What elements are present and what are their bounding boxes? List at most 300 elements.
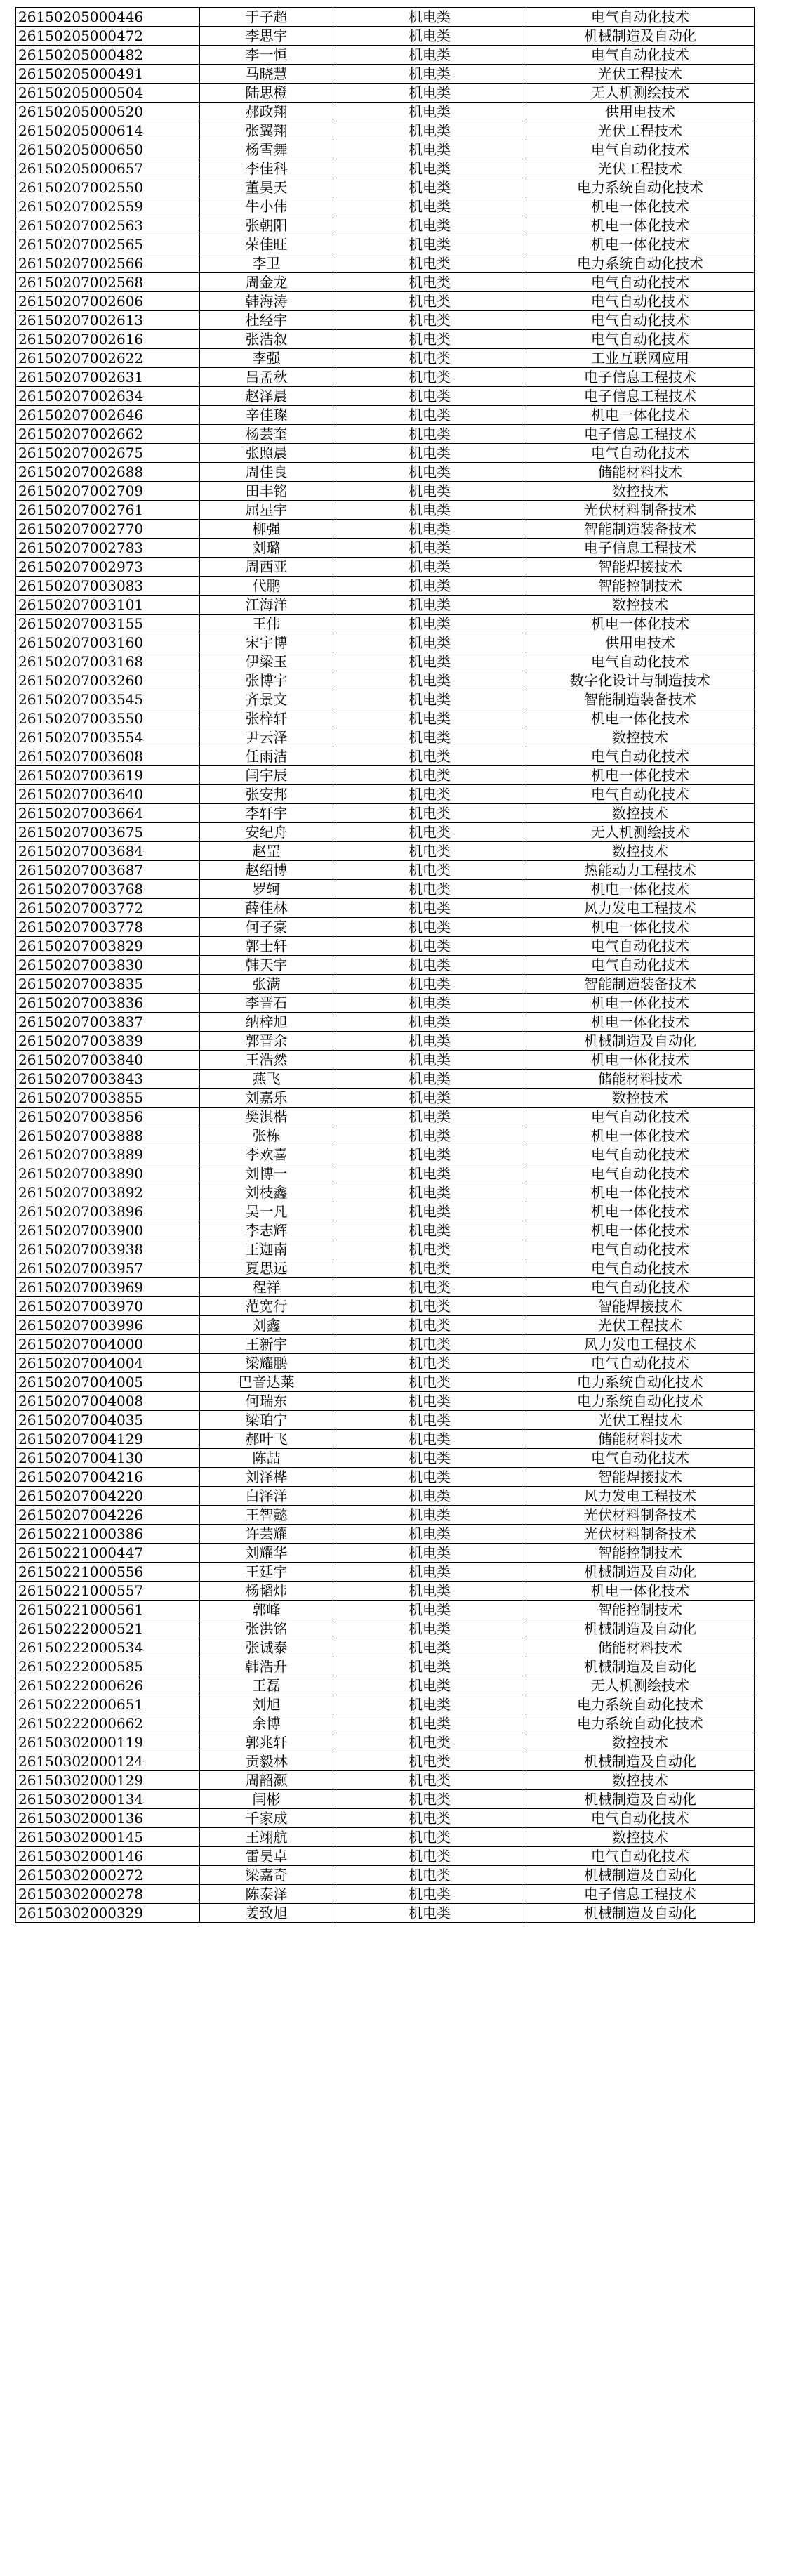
student-name-cell: 刘璐 (200, 539, 333, 558)
major-cell: 机电一体化技术 (526, 1582, 755, 1601)
student-name-cell: 刘泽桦 (200, 1468, 333, 1487)
student-name-cell: 燕飞 (200, 1070, 333, 1089)
major-cell: 机电一体化技术 (526, 1221, 755, 1240)
table-row (16, 1278, 755, 1297)
table-row (16, 46, 755, 65)
candidate-id-cell: 26150207002973 (16, 558, 200, 577)
candidate-id-cell: 26150207003083 (16, 577, 200, 596)
table-row (16, 425, 755, 444)
category-cell: 机电类 (333, 615, 526, 633)
table-row (16, 1733, 755, 1752)
candidate-id-cell: 26150207003684 (16, 842, 200, 861)
category-cell: 机电类 (333, 1430, 526, 1449)
category-cell: 机电类 (333, 785, 526, 804)
candidate-id-cell: 26150207004129 (16, 1430, 200, 1449)
student-name-cell: 梁耀鹏 (200, 1354, 333, 1373)
table-row (16, 1430, 755, 1449)
candidate-id-cell: 26150207003855 (16, 1089, 200, 1108)
major-cell: 电子信息工程技术 (526, 368, 755, 387)
student-name-cell: 姜致旭 (200, 1904, 333, 1923)
major-cell: 风力发电工程技术 (526, 899, 755, 918)
category-cell: 机电类 (333, 1885, 526, 1904)
major-cell: 电气自动化技术 (526, 1449, 755, 1468)
table-row (16, 1032, 755, 1051)
major-cell: 电子信息工程技术 (526, 1885, 755, 1904)
major-cell: 电气自动化技术 (526, 1145, 755, 1164)
category-cell: 机电类 (333, 899, 526, 918)
major-cell: 机械制造及自动化 (526, 1619, 755, 1638)
candidate-id-cell: 26150302000119 (16, 1733, 200, 1752)
student-name-cell: 王翊航 (200, 1828, 333, 1847)
table-row (16, 577, 755, 596)
table-row (16, 1013, 755, 1032)
category-cell: 机电类 (333, 1676, 526, 1695)
table-row (16, 27, 755, 46)
major-cell: 电子信息工程技术 (526, 425, 755, 444)
category-cell: 机电类 (333, 690, 526, 709)
major-cell: 光伏工程技术 (526, 159, 755, 178)
student-name-cell: 王迦南 (200, 1240, 333, 1259)
major-cell: 电气自动化技术 (526, 1259, 755, 1278)
table-row (16, 463, 755, 482)
major-cell: 机电一体化技术 (526, 880, 755, 899)
student-name-cell: 李思宇 (200, 27, 333, 46)
category-cell: 机电类 (333, 1752, 526, 1771)
major-cell: 风力发电工程技术 (526, 1487, 755, 1506)
major-cell: 电气自动化技术 (526, 46, 755, 65)
candidate-id-cell: 26150207003957 (16, 1259, 200, 1278)
major-cell: 机电一体化技术 (526, 994, 755, 1013)
student-name-cell: 安纪舟 (200, 823, 333, 842)
student-name-cell: 千家成 (200, 1809, 333, 1828)
table-row (16, 84, 755, 103)
student-name-cell: 赵罡 (200, 842, 333, 861)
table-row (16, 121, 755, 140)
major-cell: 数控技术 (526, 596, 755, 615)
candidate-id-cell: 26150207003619 (16, 766, 200, 785)
student-name-cell: 韩海涛 (200, 292, 333, 311)
student-name-cell: 张翼翔 (200, 121, 333, 140)
category-cell: 机电类 (333, 178, 526, 197)
category-cell: 机电类 (333, 1202, 526, 1221)
table-row (16, 615, 755, 633)
major-cell: 电气自动化技术 (526, 937, 755, 956)
candidate-id-cell: 26150207003888 (16, 1126, 200, 1145)
student-name-cell: 王智懿 (200, 1506, 333, 1525)
category-cell: 机电类 (333, 994, 526, 1013)
student-name-cell: 周西亚 (200, 558, 333, 577)
student-name-cell: 郭士轩 (200, 937, 333, 956)
major-cell: 电气自动化技术 (526, 1108, 755, 1126)
category-cell: 机电类 (333, 311, 526, 330)
table-row (16, 558, 755, 577)
major-cell: 机械制造及自动化 (526, 27, 755, 46)
major-cell: 电力系统自动化技术 (526, 1373, 755, 1392)
table-row (16, 785, 755, 804)
major-cell: 电气自动化技术 (526, 311, 755, 330)
student-name-cell: 韩浩升 (200, 1657, 333, 1676)
table-row (16, 1487, 755, 1506)
student-name-cell: 夏思远 (200, 1259, 333, 1278)
category-cell: 机电类 (333, 709, 526, 728)
major-cell: 无人机测绘技术 (526, 84, 755, 103)
table-row (16, 747, 755, 766)
category-cell: 机电类 (333, 804, 526, 823)
table-row (16, 899, 755, 918)
category-cell: 机电类 (333, 1013, 526, 1032)
table-row (16, 1183, 755, 1202)
category-cell: 机电类 (333, 501, 526, 520)
candidate-id-cell: 26150207002559 (16, 197, 200, 216)
category-cell: 机电类 (333, 1638, 526, 1657)
student-name-cell: 范宽行 (200, 1297, 333, 1316)
table-row (16, 349, 755, 368)
candidate-id-cell: 26150207003168 (16, 652, 200, 671)
category-cell: 机电类 (333, 1278, 526, 1297)
category-cell: 机电类 (333, 1582, 526, 1601)
major-cell: 工业互联网应用 (526, 349, 755, 368)
major-cell: 机电一体化技术 (526, 1126, 755, 1145)
category-cell: 机电类 (333, 747, 526, 766)
candidate-id-cell: 26150222000651 (16, 1695, 200, 1714)
student-name-cell: 何瑞东 (200, 1392, 333, 1411)
candidate-id-cell: 26150222000626 (16, 1676, 200, 1695)
student-name-cell: 白泽洋 (200, 1487, 333, 1506)
table-row (16, 178, 755, 197)
table-row (16, 368, 755, 387)
category-cell: 机电类 (333, 1240, 526, 1259)
student-name-cell: 梁珀宁 (200, 1411, 333, 1430)
candidate-id-cell: 26150207003640 (16, 785, 200, 804)
major-cell: 电子信息工程技术 (526, 387, 755, 406)
student-name-cell: 王新宇 (200, 1335, 333, 1354)
major-cell: 光伏工程技术 (526, 121, 755, 140)
category-cell: 机电类 (333, 1695, 526, 1714)
candidate-id-cell: 26150207003892 (16, 1183, 200, 1202)
category-cell: 机电类 (333, 1164, 526, 1183)
table-row (16, 633, 755, 652)
category-cell: 机电类 (333, 633, 526, 652)
table-row (16, 387, 755, 406)
table-row (16, 1828, 755, 1847)
major-cell: 电气自动化技术 (526, 652, 755, 671)
student-name-cell: 张满 (200, 975, 333, 994)
candidate-id-cell: 26150302000329 (16, 1904, 200, 1923)
major-cell: 机电一体化技术 (526, 197, 755, 216)
candidate-id-cell: 26150207002565 (16, 235, 200, 254)
major-cell: 供用电技术 (526, 633, 755, 652)
major-cell: 储能材料技术 (526, 463, 755, 482)
candidate-id-cell: 26150207003889 (16, 1145, 200, 1164)
major-cell: 光伏材料制备技术 (526, 1506, 755, 1525)
table-row (16, 1449, 755, 1468)
major-cell: 光伏材料制备技术 (526, 501, 755, 520)
category-cell: 机电类 (333, 880, 526, 899)
table-row (16, 1468, 755, 1487)
student-name-cell: 陆思橙 (200, 84, 333, 103)
student-name-cell: 张浩叙 (200, 330, 333, 349)
table-row (16, 842, 755, 861)
student-name-cell: 尹云泽 (200, 728, 333, 747)
candidate-id-cell: 26150207003101 (16, 596, 200, 615)
major-cell: 智能控制技术 (526, 1601, 755, 1619)
category-cell: 机电类 (333, 121, 526, 140)
candidate-id-cell: 26150207002550 (16, 178, 200, 197)
student-name-cell: 梁嘉奇 (200, 1866, 333, 1885)
major-cell: 机电一体化技术 (526, 918, 755, 937)
candidate-id-cell: 26150207003900 (16, 1221, 200, 1240)
table-row (16, 1847, 755, 1866)
major-cell: 机电一体化技术 (526, 766, 755, 785)
category-cell: 机电类 (333, 159, 526, 178)
table-row (16, 235, 755, 254)
category-cell: 机电类 (333, 216, 526, 235)
major-cell: 电力系统自动化技术 (526, 1392, 755, 1411)
table-row (16, 216, 755, 235)
category-cell: 机电类 (333, 197, 526, 216)
table-row (16, 1089, 755, 1108)
category-cell: 机电类 (333, 1373, 526, 1392)
major-cell: 数字化设计与制造技术 (526, 671, 755, 690)
table-row (16, 1714, 755, 1733)
table-row (16, 1885, 755, 1904)
major-cell: 电气自动化技术 (526, 292, 755, 311)
table-row (16, 596, 755, 615)
candidate-id-cell: 26150207003830 (16, 956, 200, 975)
student-name-cell: 郝政翔 (200, 103, 333, 121)
candidate-id-cell: 26150207003768 (16, 880, 200, 899)
category-cell: 机电类 (333, 482, 526, 501)
student-name-cell: 薛佳林 (200, 899, 333, 918)
major-cell: 电子信息工程技术 (526, 539, 755, 558)
table-row (16, 1145, 755, 1164)
category-cell: 机电类 (333, 1771, 526, 1790)
category-cell: 机电类 (333, 975, 526, 994)
student-name-cell: 罗轲 (200, 880, 333, 899)
major-cell: 机电一体化技术 (526, 709, 755, 728)
student-name-cell: 刘耀华 (200, 1544, 333, 1563)
table-row (16, 1582, 755, 1601)
category-cell: 机电类 (333, 1411, 526, 1430)
student-name-cell: 李卫 (200, 254, 333, 273)
student-name-cell: 巴音达莱 (200, 1373, 333, 1392)
category-cell: 机电类 (333, 1809, 526, 1828)
major-cell: 机电一体化技术 (526, 1051, 755, 1070)
candidate-id-cell: 26150207004130 (16, 1449, 200, 1468)
major-cell: 数控技术 (526, 1771, 755, 1790)
major-cell: 光伏工程技术 (526, 1411, 755, 1430)
major-cell: 机械制造及自动化 (526, 1032, 755, 1051)
candidate-id-cell: 26150207003938 (16, 1240, 200, 1259)
candidate-id-cell: 26150207002566 (16, 254, 200, 273)
table-row (16, 1070, 755, 1089)
category-cell: 机电类 (333, 103, 526, 121)
candidate-id-cell: 26150205000482 (16, 46, 200, 65)
table-row (16, 1108, 755, 1126)
candidate-id-cell: 26150302000145 (16, 1828, 200, 1847)
category-cell: 机电类 (333, 1316, 526, 1335)
major-cell: 机械制造及自动化 (526, 1866, 755, 1885)
major-cell: 智能控制技术 (526, 577, 755, 596)
student-name-cell: 马晓慧 (200, 65, 333, 84)
student-name-cell: 王廷宇 (200, 1563, 333, 1582)
table-row (16, 671, 755, 690)
major-cell: 智能焊接技术 (526, 1297, 755, 1316)
candidate-id-cell: 26150221000386 (16, 1525, 200, 1544)
candidate-id-cell: 26150207002631 (16, 368, 200, 387)
candidate-id-cell: 26150207003160 (16, 633, 200, 652)
table-row (16, 956, 755, 975)
student-name-cell: 周金龙 (200, 273, 333, 292)
student-name-cell: 王伟 (200, 615, 333, 633)
candidate-id-cell: 26150207003840 (16, 1051, 200, 1070)
table-row (16, 652, 755, 671)
candidate-id-cell: 26150207003843 (16, 1070, 200, 1089)
candidate-id-cell: 26150207003896 (16, 1202, 200, 1221)
major-cell: 电气自动化技术 (526, 1240, 755, 1259)
student-name-cell: 宋宇博 (200, 633, 333, 652)
candidate-id-cell: 26150207002616 (16, 330, 200, 349)
candidate-id-cell: 26150207004004 (16, 1354, 200, 1373)
major-cell: 电力系统自动化技术 (526, 1695, 755, 1714)
category-cell: 机电类 (333, 1601, 526, 1619)
candidate-id-cell: 26150207004226 (16, 1506, 200, 1525)
table-row (16, 197, 755, 216)
table-row (16, 1601, 755, 1619)
major-cell: 电气自动化技术 (526, 444, 755, 463)
category-cell: 机电类 (333, 1525, 526, 1544)
major-cell: 数控技术 (526, 804, 755, 823)
table-row (16, 1051, 755, 1070)
candidate-id-cell: 26150207003772 (16, 899, 200, 918)
student-name-cell: 李轩宇 (200, 804, 333, 823)
candidate-id-cell: 26150207004216 (16, 1468, 200, 1487)
table-row (16, 539, 755, 558)
category-cell: 机电类 (333, 1089, 526, 1108)
table-row (16, 1790, 755, 1809)
student-name-cell: 余博 (200, 1714, 333, 1733)
student-name-cell: 屈星宇 (200, 501, 333, 520)
major-cell: 智能制造装备技术 (526, 690, 755, 709)
major-cell: 热能动力工程技术 (526, 861, 755, 880)
candidate-id-cell: 26150222000521 (16, 1619, 200, 1638)
table-row (16, 975, 755, 994)
student-name-cell: 周韶灏 (200, 1771, 333, 1790)
table-row (16, 140, 755, 159)
candidate-id-cell: 26150221000556 (16, 1563, 200, 1582)
table-row (16, 690, 755, 709)
candidate-id-cell: 26150302000134 (16, 1790, 200, 1809)
student-name-cell: 张朝阳 (200, 216, 333, 235)
candidate-id-cell: 26150207003155 (16, 615, 200, 633)
category-cell: 机电类 (333, 444, 526, 463)
student-name-cell: 刘博一 (200, 1164, 333, 1183)
student-name-cell: 刘嘉乐 (200, 1089, 333, 1108)
candidate-id-cell: 26150205000446 (16, 8, 200, 27)
student-name-cell: 牛小伟 (200, 197, 333, 216)
category-cell: 机电类 (333, 8, 526, 27)
category-cell: 机电类 (333, 1183, 526, 1202)
candidate-id-cell: 26150207004035 (16, 1411, 200, 1430)
student-name-cell: 张栋 (200, 1126, 333, 1145)
candidate-id-cell: 26150205000472 (16, 27, 200, 46)
table-row (16, 1695, 755, 1714)
category-cell: 机电类 (333, 539, 526, 558)
student-name-cell: 张梓轩 (200, 709, 333, 728)
table-row (16, 1259, 755, 1278)
table-row (16, 482, 755, 501)
category-cell: 机电类 (333, 558, 526, 577)
category-cell: 机电类 (333, 1904, 526, 1923)
student-name-cell: 雷昊卓 (200, 1847, 333, 1866)
table-row (16, 1373, 755, 1392)
category-cell: 机电类 (333, 1468, 526, 1487)
table-row (16, 1809, 755, 1828)
category-cell: 机电类 (333, 1221, 526, 1240)
student-name-cell: 刘旭 (200, 1695, 333, 1714)
student-name-cell: 李佳科 (200, 159, 333, 178)
candidate-id-cell: 26150207003890 (16, 1164, 200, 1183)
major-cell: 智能制造装备技术 (526, 975, 755, 994)
table-row (16, 1335, 755, 1354)
major-cell: 机电一体化技术 (526, 1013, 755, 1032)
major-cell: 机电一体化技术 (526, 216, 755, 235)
table-row (16, 65, 755, 84)
student-name-cell: 杜经宇 (200, 311, 333, 330)
student-name-cell: 吴一凡 (200, 1202, 333, 1221)
major-cell: 机电一体化技术 (526, 406, 755, 425)
candidate-id-cell: 26150302000278 (16, 1885, 200, 1904)
major-cell: 风力发电工程技术 (526, 1335, 755, 1354)
major-cell: 电气自动化技术 (526, 8, 755, 27)
candidate-id-cell: 26150207002770 (16, 520, 200, 539)
table-row (16, 1771, 755, 1790)
candidate-id-cell: 26150205000614 (16, 121, 200, 140)
category-cell: 机电类 (333, 1145, 526, 1164)
candidate-id-cell: 26150302000146 (16, 1847, 200, 1866)
category-cell: 机电类 (333, 596, 526, 615)
major-cell: 电气自动化技术 (526, 330, 755, 349)
student-name-cell: 纳梓旭 (200, 1013, 333, 1032)
candidate-id-cell: 26150207003778 (16, 918, 200, 937)
candidate-id-cell: 26150222000534 (16, 1638, 200, 1657)
major-cell: 光伏工程技术 (526, 65, 755, 84)
candidate-id-cell: 26150207002675 (16, 444, 200, 463)
category-cell: 机电类 (333, 1487, 526, 1506)
category-cell: 机电类 (333, 823, 526, 842)
table-row (16, 1392, 755, 1411)
table-row (16, 103, 755, 121)
student-name-cell: 辛佳璨 (200, 406, 333, 425)
candidate-id-cell: 26150207003554 (16, 728, 200, 747)
table-row (16, 501, 755, 520)
major-cell: 储能材料技术 (526, 1430, 755, 1449)
major-cell: 无人机测绘技术 (526, 1676, 755, 1695)
student-name-cell: 刘鑫 (200, 1316, 333, 1335)
student-name-cell: 荣佳旺 (200, 235, 333, 254)
major-cell: 光伏材料制备技术 (526, 1525, 755, 1544)
candidate-id-cell: 26150207002646 (16, 406, 200, 425)
table-row (16, 709, 755, 728)
category-cell: 机电类 (333, 1051, 526, 1070)
table-row (16, 1221, 755, 1240)
student-name-cell: 贡毅林 (200, 1752, 333, 1771)
candidate-id-cell: 26150207003550 (16, 709, 200, 728)
student-name-cell: 张洪铭 (200, 1619, 333, 1638)
table-row (16, 1638, 755, 1657)
major-cell: 机械制造及自动化 (526, 1657, 755, 1676)
candidate-id-cell: 26150207003545 (16, 690, 200, 709)
